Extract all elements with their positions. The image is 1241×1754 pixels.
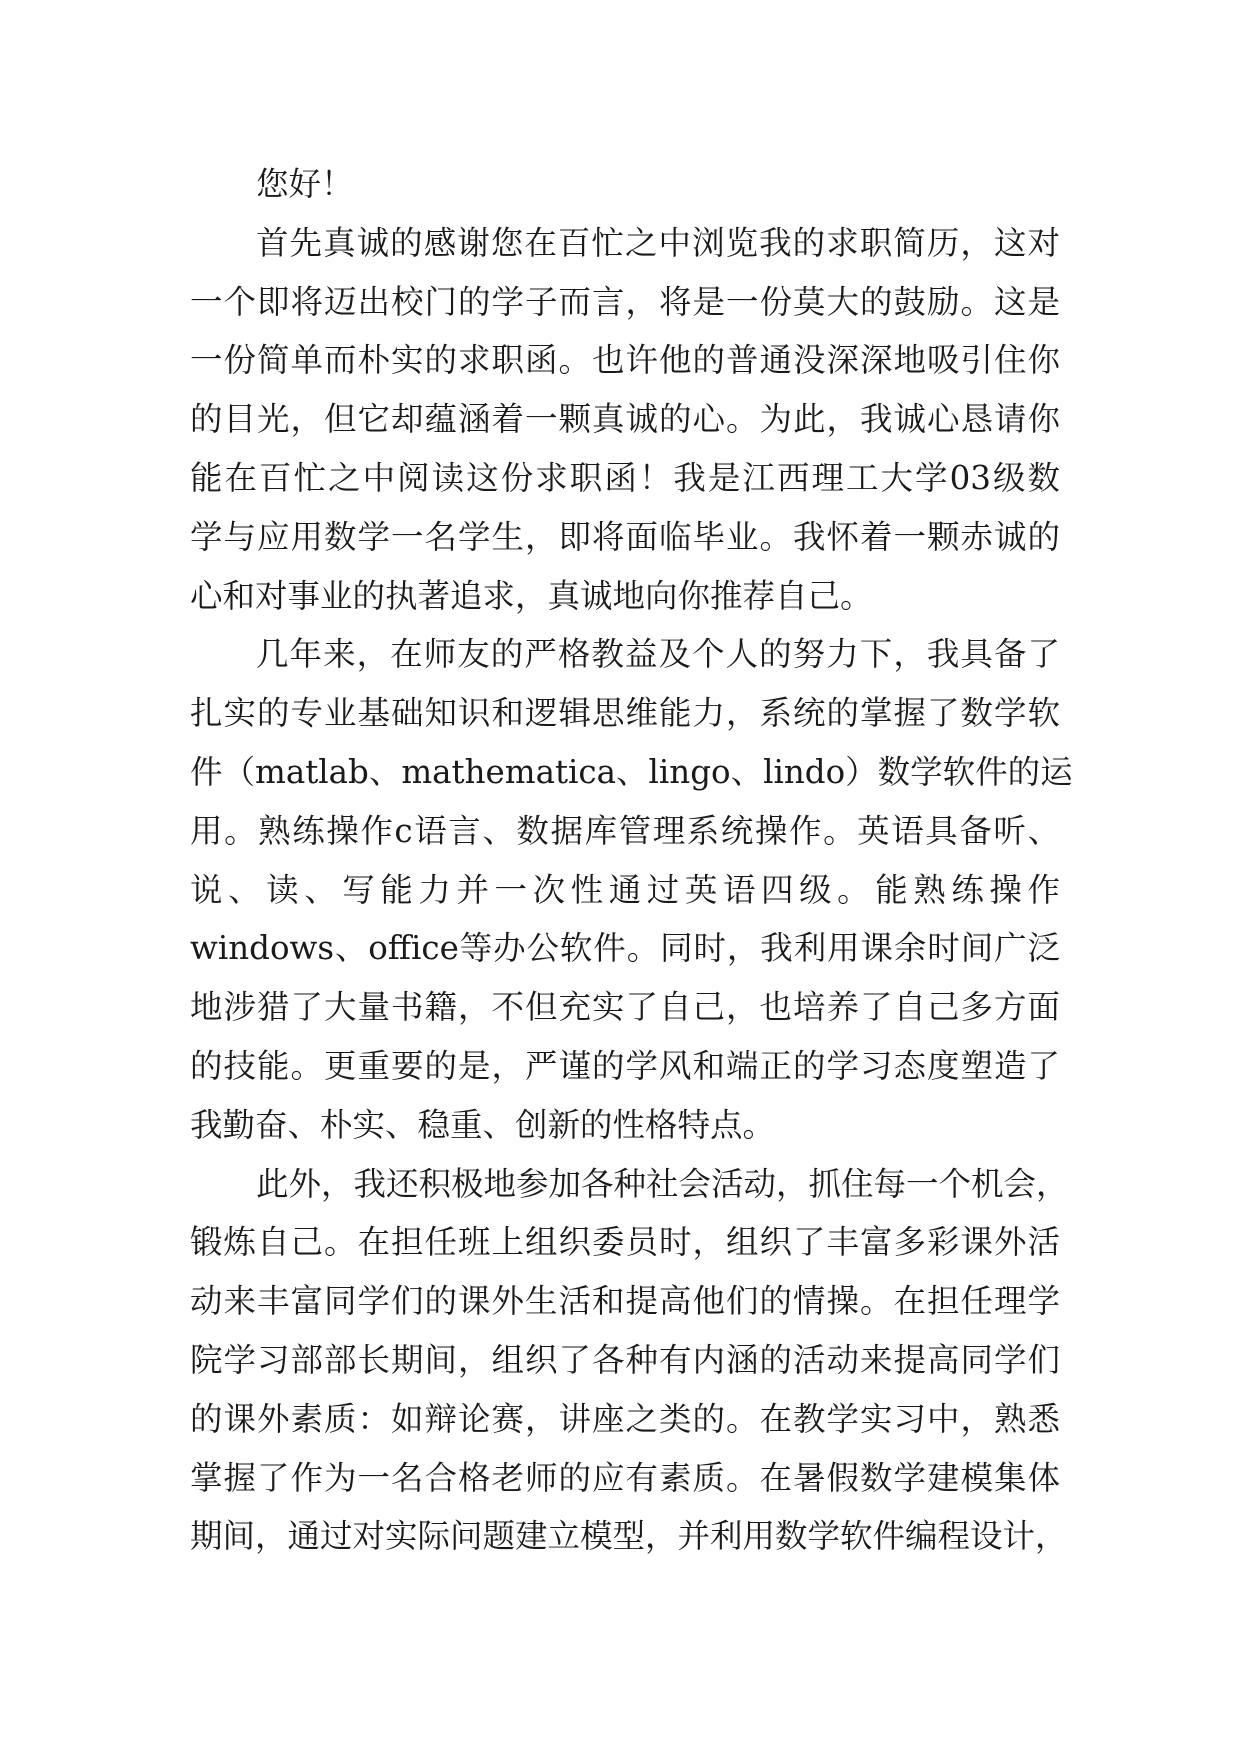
paragraph-3-line: 院学习部部长期间，组织了各种有内涵的活动来提高同学们 [190, 1340, 1060, 1379]
paragraph-1-line: 能在百忙之中阅读这份求职函！我是江西理工大学03级数 [190, 458, 1060, 497]
paragraph-2-line: 用。熟练操作c语言、数据库管理系统操作。英语具备听、 [190, 811, 1060, 850]
paragraph-2-line: 地涉猎了大量书籍，不但充实了自己，也培养了自己多方面 [190, 988, 1060, 1027]
paragraph-3-line: 动来丰富同学们的课外生活和提高他们的情操。在担任理学 [190, 1282, 1060, 1321]
paragraph-3-line: 掌握了作为一名合格老师的应有素质。在暑假数学建模集体 [190, 1458, 1060, 1497]
paragraph-2-line: 说、读、写能力并一次性通过英语四级。能熟练操作 [190, 870, 1060, 909]
paragraph-1-line: 的目光，但它却蕴涵着一颗真诚的心。为此，我诚心恳请你 [190, 400, 1060, 439]
paragraph-3-line: 的课外素质：如辩论赛，讲座之类的。在教学实习中，熟悉 [190, 1399, 1060, 1438]
paragraph-1-line: 学与应用数学一名学生，即将面临毕业。我怀着一颗赤诚的 [190, 517, 1060, 556]
paragraph-1-line: 心和对事业的执著追求，真诚地向你推荐自己。 [190, 576, 873, 615]
paragraph-3-line: 锻炼自己。在担任班上组织委员时，组织了丰富多彩课外活 [190, 1223, 1060, 1262]
paragraph-3-line: 期间，通过对实际问题建立模型，并利用数学软件编程设计， [190, 1517, 1068, 1556]
paragraph-2-line: 几年来，在师友的严格教益及个人的努力下，我具备了 [256, 635, 1060, 674]
greeting: 您好！ [256, 165, 354, 203]
paragraph-3-line: 此外，我还积极地参加各种社会活动，抓住每一个机会， [256, 1164, 1069, 1203]
paragraph-1-line: 一份简单而朴实的求职函。也许他的普通没深深地吸引住你 [190, 341, 1060, 380]
paragraph-1-line: 一个即将迈出校门的学子而言，将是一份莫大的鼓励。这是 [190, 282, 1060, 321]
paragraph-2-line: windows、office等办公软件。同时，我利用课余时间广泛 [190, 929, 1060, 968]
letter-body [190, 155, 1073, 1566]
paragraph-2-line: 扎实的专业基础知识和逻辑思维能力，系统的掌握了数学软 [190, 694, 1060, 733]
paragraph-2-line: 的技能。更重要的是，严谨的学风和端正的学习态度塑造了 [190, 1046, 1060, 1085]
paragraph-2-line: 我勤奋、朴实、稳重、创新的性格特点。 [190, 1105, 776, 1144]
paragraph-2-line: 件（matlab、mathematica、lingo、lindo）数学软件的运 [190, 752, 1073, 791]
paragraph-1-line: 首先真诚的感谢您在百忙之中浏览我的求职简历，这对 [256, 223, 1060, 262]
